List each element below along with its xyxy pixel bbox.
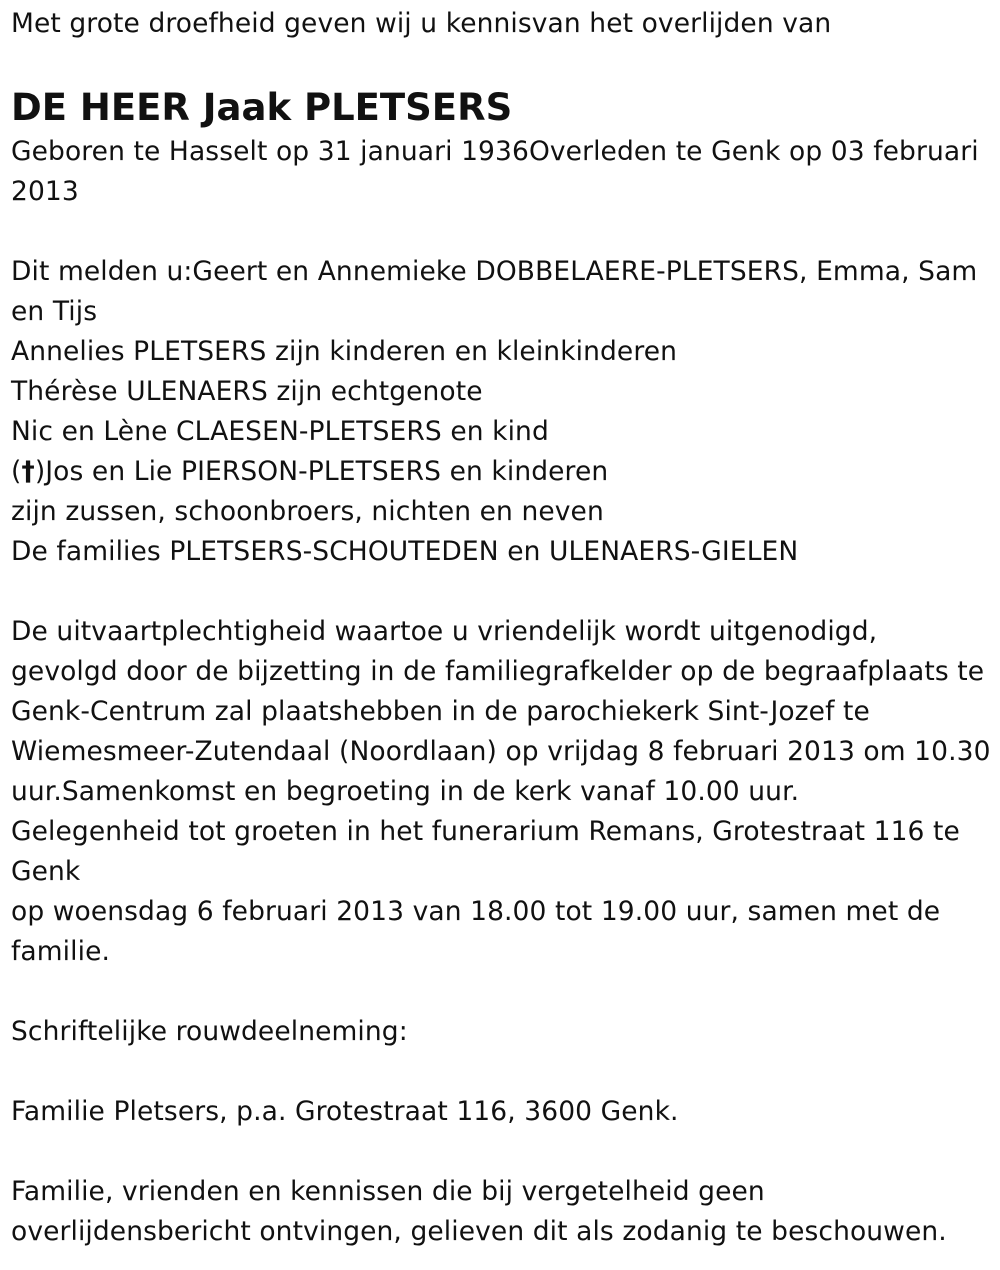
family-announcement (11, 252, 993, 572)
birth-death-line: Geboren te Hasselt op 31 januari 1936Overleden te Genk op 03 februari (11, 136, 979, 167)
ceremony-line: uur.Samenkomst en begroeting in de kerk vanaf 10.00 uur. (11, 776, 800, 807)
family-line: Thérèse ULENAERS zijn echtgenote (11, 376, 483, 407)
family-line: Dit melden u:Geert en Annemieke DOBBELAERE-PLETSERS, Emma, Sam (11, 256, 978, 287)
ceremony-line: op woensdag 6 februari 2013 van 18.00 tot 19.00 uur, samen met de (11, 896, 941, 927)
family-line: Nic en Lène CLAESEN-PLETSERS en kind (11, 416, 549, 447)
condolence-heading-block (11, 1012, 993, 1052)
ceremony-line: Gelegenheid tot groeten in het funerarium Remans, Grotestraat 116 te (11, 816, 960, 847)
life-dates (11, 132, 993, 212)
closing-note (11, 1172, 993, 1252)
intro-text: Met grote droefheid geven wij u kennisvan het overlijden van (11, 8, 832, 39)
deceased-name: DE HEER Jaak PLETSERS (11, 86, 513, 129)
family-line: zijn zussen, schoonbroers, nichten en neven (11, 496, 604, 527)
ceremony-line: gevolgd door de bijzetting in de familiegrafkelder op de begraafplaats te (11, 656, 985, 687)
family-line: Annelies PLETSERS zijn kinderen en kleinkinderen (11, 336, 678, 367)
condolence-heading: Schriftelijke rouwdeelneming: (11, 1016, 408, 1047)
ceremony-line: Genk (11, 856, 81, 887)
family-line: en Tijs (11, 296, 98, 327)
closing-line: overlijdensbericht ontvingen, gelieven dit als zodanig te beschouwen. (11, 1216, 947, 1247)
closing-line: Familie, vrienden en kennissen die bij vergetelheid geen (11, 1176, 765, 1207)
ceremony-details (11, 612, 993, 972)
ceremony-line: familie. (11, 936, 110, 967)
ceremony-line: De uitvaartplechtigheid waartoe u vriendelijk wordt uitgenodigd, (11, 616, 878, 647)
cross-icon: † (21, 456, 35, 487)
family-line: De families PLETSERS-SCHOUTEDEN en ULENAERS-GIELEN (11, 536, 799, 567)
condolence-address-block (11, 1092, 993, 1132)
family-line (11, 452, 993, 492)
family-line-text: )Jos en Lie PIERSON-PLETSERS en kinderen (34, 456, 609, 487)
ceremony-line: Genk-Centrum zal plaatshebben in de parochiekerk Sint-Jozef te (11, 696, 870, 727)
paren-open: ( (11, 456, 22, 487)
ceremony-line: Wiemesmeer-Zutendaal (Noordlaan) op vrijdag 8 februari 2013 om 10.30 (11, 736, 991, 767)
death-year-line: 2013 (11, 176, 79, 207)
condolence-address: Familie Pletsers, p.a. Grotestraat 116, 3600 Genk. (11, 1096, 679, 1127)
obituary-notice (11, 4, 993, 1252)
